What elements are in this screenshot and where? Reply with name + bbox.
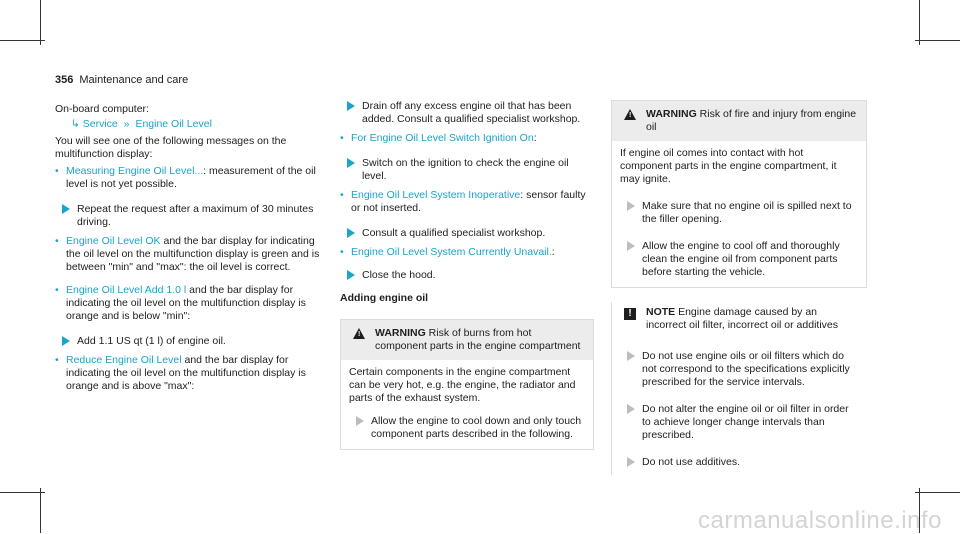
double-chevron-icon: »: [123, 118, 130, 130]
step: Close the hood.: [340, 269, 594, 282]
list-item: • Engine Oil Level System Currently Unavail.:: [340, 246, 594, 259]
message-link[interactable]: Engine Oil Level System Currently Unavail.: [351, 246, 552, 258]
warning-box: [340, 319, 594, 450]
step: Do not alter the engine oil or oil filter in order to achieve longer change intervals than prescribed.: [620, 403, 859, 442]
step: Do not use additives.: [620, 456, 859, 469]
column-3: [611, 100, 867, 475]
message-link[interactable]: Engine Oil Level System Inoperative: [351, 189, 521, 201]
step-arrow-icon: [627, 351, 635, 361]
menu-path: [55, 118, 323, 131]
step-arrow-icon: [347, 228, 355, 238]
section-title: Maintenance and care: [79, 74, 189, 86]
see-messages-text: You will see one of the following messages on the multifunction display:: [55, 135, 287, 160]
warning-header: ! WARNING Risk of fire and injury from engine oil: [612, 101, 866, 141]
note-box: [611, 302, 867, 475]
list-item: • Engine Oil Level System Inoperative: sensor faulty or not inserted.: [340, 189, 594, 215]
subheading: Adding engine oil: [340, 292, 429, 304]
step-arrow-icon: [347, 101, 355, 111]
message-link[interactable]: Engine Oil Level OK: [66, 235, 161, 247]
warning-icon: !: [353, 328, 365, 339]
note-header: ! NOTE Engine damage caused by an incorrect oil filter, incorrect oil or additives: [612, 302, 867, 336]
step-arrow-icon: [62, 336, 70, 346]
list-item: • Measuring Engine Oil Level...: measurement of the oil level is not yet possible.: [55, 165, 323, 191]
warning-icon: !: [624, 109, 636, 120]
warning-body: Certain components in the engine compartment can be very hot, e.g. the engine, the radiator and parts of the exhaust system. Allow the engine to cool down and only touch component parts described in the following.: [341, 360, 593, 449]
step: Drain off any excess engine oil that has been added. Consult a qualified specialist workshop.: [340, 100, 594, 126]
step-arrow-icon: [347, 158, 355, 168]
step-arrow-icon: [62, 204, 70, 214]
path-engine-oil-level[interactable]: Engine Oil Level: [135, 118, 212, 130]
column-1: [55, 103, 323, 403]
message-link[interactable]: Measuring Engine Oil Level...: [66, 165, 204, 177]
warning-header: ! WARNING Risk of burns from hot component parts in the engine compartment: [341, 320, 593, 360]
list-item: • Engine Oil Level OK and the bar display for indicating the oil level on the multifunction display is green and is between "min" and "max": the oil level is correct.: [55, 235, 323, 274]
crop-mark: [40, 488, 41, 533]
intro-text: On-board computer:: [55, 103, 149, 115]
step: Allow the engine to cool off and thoroughly clean the engine oil from component parts before starting the vehicle.: [620, 240, 858, 279]
path-service[interactable]: Service: [82, 118, 118, 130]
crop-mark: [915, 492, 960, 493]
page-header: [55, 74, 188, 87]
message-link[interactable]: Engine Oil Level Add 1.0 l: [66, 284, 187, 296]
crop-mark: [915, 40, 960, 41]
warning-body: If engine oil comes into contact with hot component parts in the engine compartment, it may ignite. Make sure that no engine oil is spilled next to the filler opening. Allow the engine to cool off and thoroughly clean the engine oil from component parts before starting the vehicle.: [612, 141, 866, 287]
return-arrow-icon: ↳: [71, 118, 80, 130]
step: Do not use engine oils or oil filters which do not correspond to the specifications explicitly prescribed for the service intervals.: [620, 350, 859, 389]
step: Switch on the ignition to check the engine oil level.: [340, 157, 594, 183]
list-item: • For Engine Oil Level Switch Ignition On:: [340, 132, 594, 145]
warning-box: [611, 100, 867, 288]
message-link[interactable]: Reduce Engine Oil Level: [66, 354, 182, 366]
crop-mark: [0, 40, 45, 41]
step-arrow-icon: [627, 404, 635, 414]
column-2: [340, 100, 594, 450]
crop-mark: [919, 0, 920, 45]
step: Repeat the request after a maximum of 30 minutes driving.: [55, 203, 323, 229]
list-item: • Reduce Engine Oil Level and the bar display for indicating the oil level on the multifunction display is orange and is above "max":: [55, 354, 323, 393]
step: Consult a qualified specialist workshop.: [340, 227, 594, 240]
step-arrow-icon: [627, 241, 635, 251]
crop-mark: [40, 0, 41, 45]
step-arrow-icon: [627, 457, 635, 467]
crop-mark: [0, 492, 45, 493]
message-link[interactable]: For Engine Oil Level Switch Ignition On: [351, 132, 534, 144]
step-arrow-icon: [347, 270, 355, 280]
page-number: 356: [55, 74, 74, 86]
step-arrow-icon: [356, 416, 364, 426]
step: Add 1.1 US qt (1 l) of engine oil.: [55, 335, 323, 348]
note-body: [612, 350, 867, 469]
step: Allow the engine to cool down and only touch component parts described in the following.: [349, 415, 585, 441]
watermark: carmanualsonline.info: [698, 507, 942, 534]
step: Make sure that no engine oil is spilled next to the filler opening.: [620, 200, 858, 226]
list-item: • Engine Oil Level Add 1.0 l and the bar display for indicating the oil level on the multifunction display is orange and is below "min":: [55, 284, 323, 323]
step-arrow-icon: [627, 201, 635, 211]
note-icon: !: [624, 308, 636, 320]
